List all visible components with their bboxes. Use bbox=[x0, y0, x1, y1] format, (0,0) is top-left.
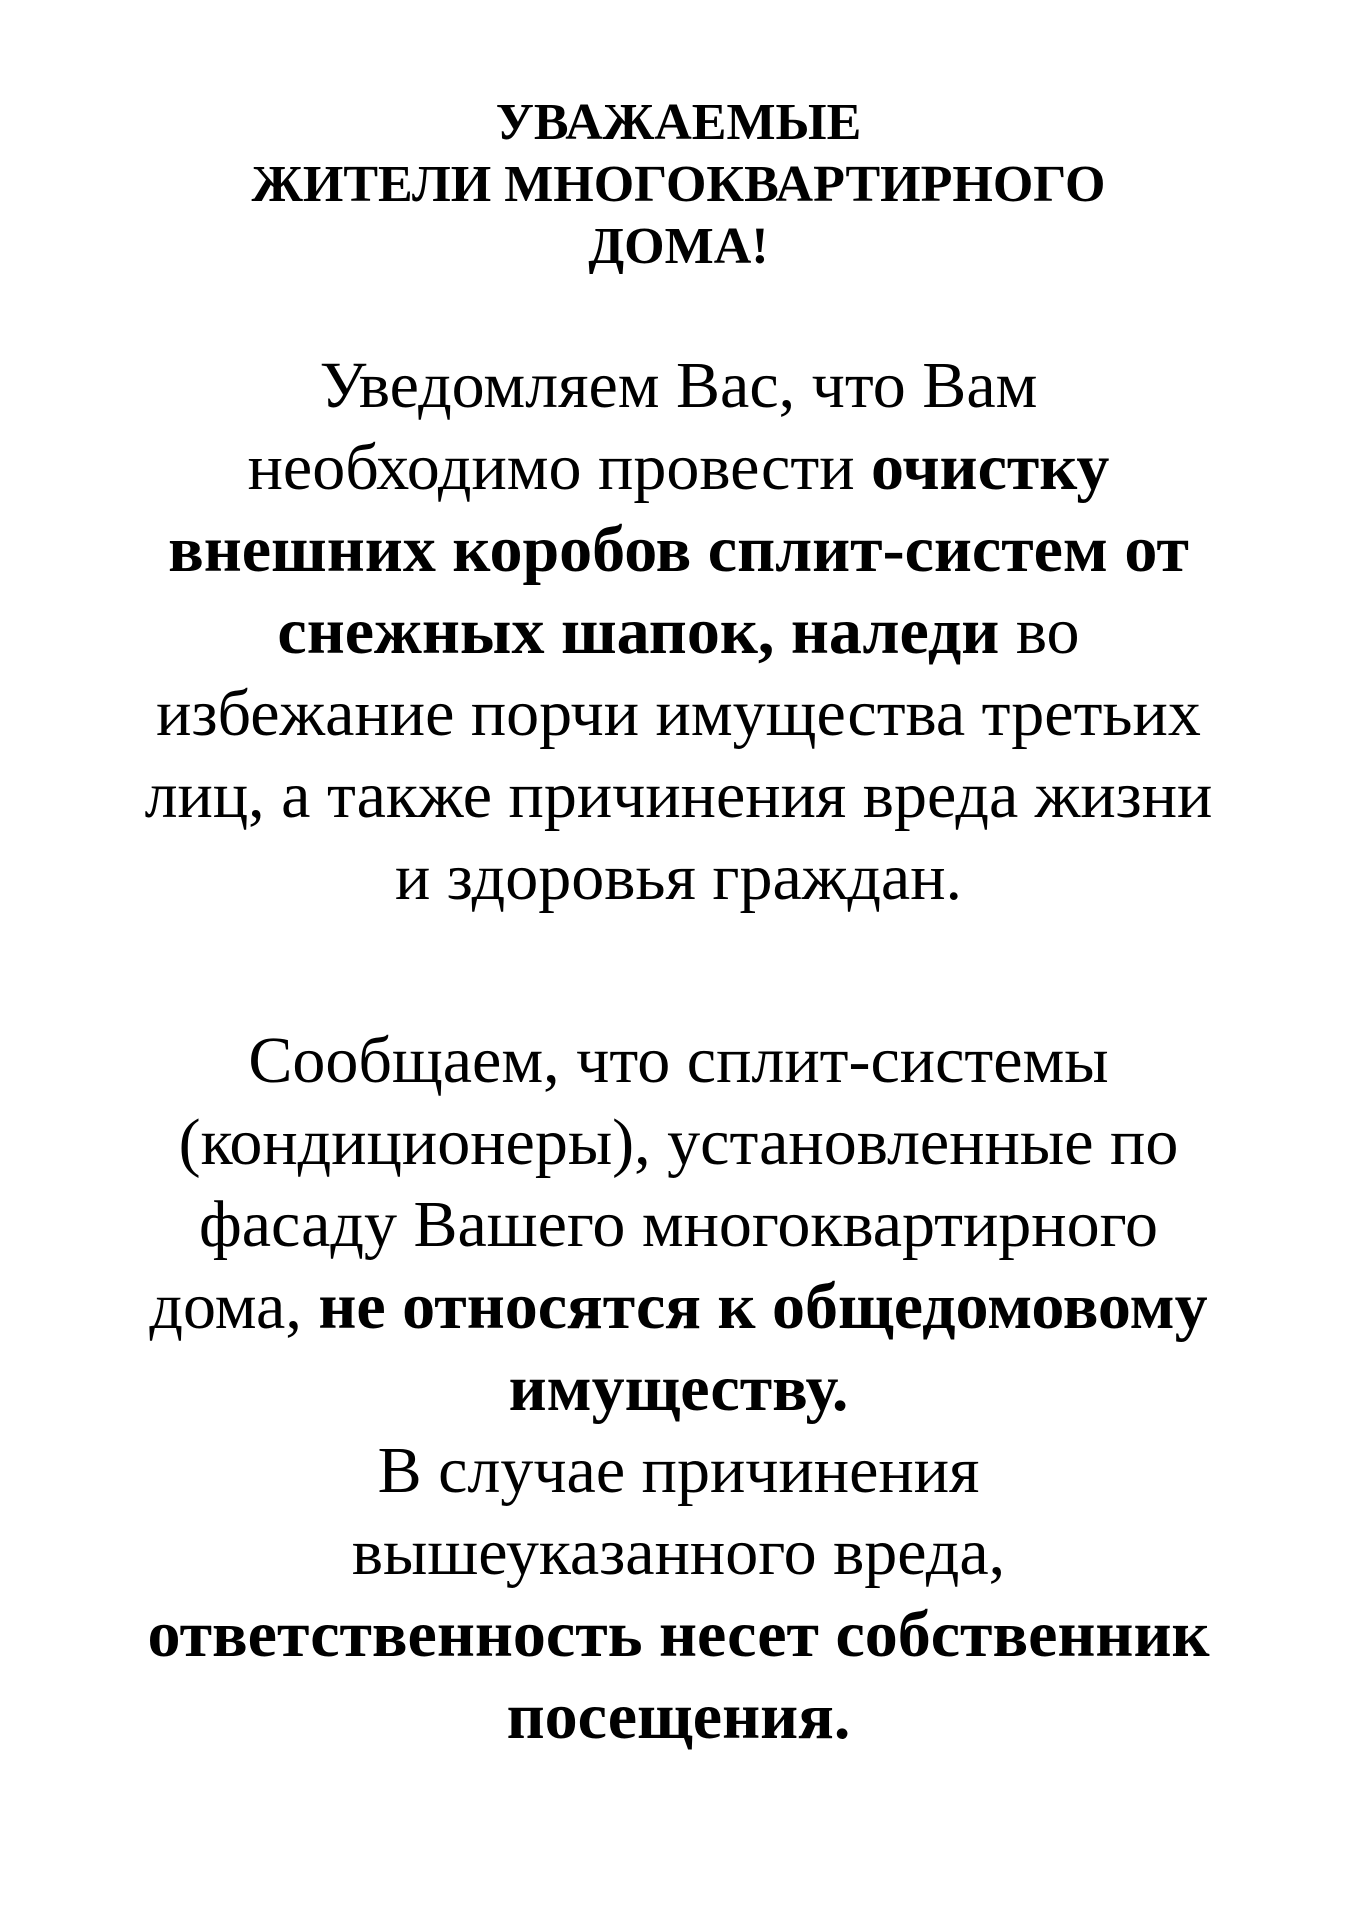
paragraph-1-line-4-bold: снежных шапок, наледи bbox=[277, 595, 1000, 668]
heading-line-3: ДОМА! bbox=[588, 218, 769, 275]
heading-line-1: УВАЖАЕМЫЕ bbox=[495, 94, 862, 151]
paragraph-1-line-2-bold: очистку bbox=[871, 431, 1110, 504]
paragraph-2-line-9: посещения. bbox=[506, 1680, 851, 1753]
paragraph-2-line-2: (кондиционеры), установленные по bbox=[178, 1106, 1179, 1179]
paragraph-1-line-1: Уведомляем Вас, что Вам bbox=[319, 349, 1038, 422]
paragraph-2-line-8: ответственность несет собственник bbox=[147, 1598, 1210, 1671]
notice-paragraph-1 bbox=[60, 345, 1297, 919]
paragraph-1-line-5: избежание порчи имущества третьих bbox=[156, 677, 1201, 750]
paragraph-2-line-5: имуществу. bbox=[508, 1352, 849, 1425]
paragraph-1-line-2 bbox=[60, 427, 1297, 509]
paragraph-2-line-3: фасаду Вашего многоквартирного bbox=[198, 1188, 1159, 1261]
notice-heading bbox=[0, 92, 1357, 278]
paragraph-2-line-6: В случае причинения bbox=[377, 1434, 980, 1507]
paragraph-2-line-4-bold: не относятся к общедомовому bbox=[318, 1270, 1208, 1343]
paragraph-2-line-7: вышеуказанного вреда, bbox=[351, 1516, 1006, 1589]
paragraph-2-line-4 bbox=[60, 1266, 1297, 1348]
notice-paragraph-2 bbox=[60, 1020, 1297, 1758]
paragraph-1-line-4 bbox=[60, 591, 1297, 673]
paragraph-2-line-1: Сообщаем, что сплит-системы bbox=[248, 1024, 1109, 1097]
paragraph-1-line-7: и здоровья граждан. bbox=[394, 841, 963, 914]
heading-line-2: ЖИТЕЛИ МНОГОКВАРТИРНОГО bbox=[251, 156, 1106, 213]
paragraph-1-line-3: внешних коробов сплит-систем от bbox=[168, 513, 1189, 586]
paragraph-1-line-2-text: необходимо провести bbox=[247, 431, 872, 504]
paragraph-2-line-4-text: дома, bbox=[149, 1270, 319, 1343]
paragraph-1-line-4-text: во bbox=[999, 595, 1080, 668]
paragraph-1-line-6: лиц, а также причинения вреда жизни bbox=[144, 759, 1213, 832]
